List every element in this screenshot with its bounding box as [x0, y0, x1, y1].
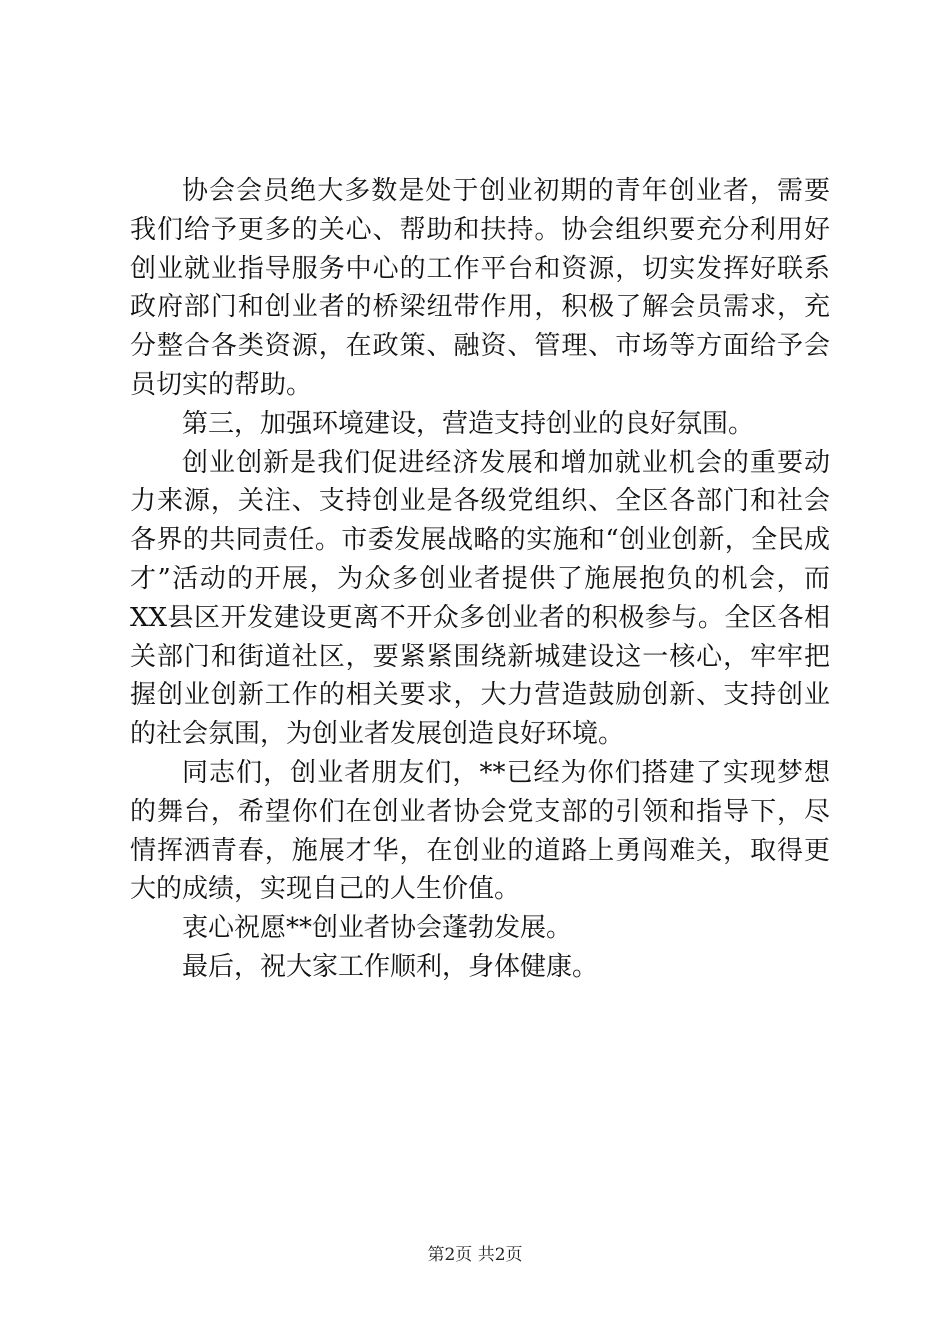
paragraph-wishes-association: 衷心祝愿**创业者协会蓬勃发展。	[182, 913, 573, 944]
paragraph-environment-building: 创业创新是我们促进经济发展和增加就业机会的重要动力来源，关注、支持创业是各级党组织、全区各部门和社会各界的共同责任。市委发展战略的实施和“创业创新，全民成才”活动的开展，为众多创业者提供了施展抱负的机会，而XX县区开发建设更离不开众多创业者的积极参与。全区各相关部门和街道社区，要紧紧围绕新城建设这一核心，牢牢把握创业创新工作的相关要求，大力营造鼓励创新、支持创业的社会氛围，为创业者发展创造良好环境。	[130, 447, 830, 750]
document-body	[130, 172, 830, 987]
page-number-footer: 第2页 共2页	[427, 1245, 523, 1265]
paragraph-address-comrades: 同志们，创业者朋友们，**已经为你们搭建了实现梦想的舞台，希望你们在创业者协会党支部的引领和指导下，尽情挥洒青春，施展才华，在创业的道路上勇闯难关，取得更大的成绩，实现自己的人生价值。	[130, 757, 830, 905]
paragraph-section-three-heading: 第三，加强环境建设，营造支持创业的良好氛围。	[182, 408, 755, 439]
paragraph-member-support: 协会会员绝大多数是处于创业初期的青年创业者，需要我们给予更多的关心、帮助和扶持。协会组织要充分利用好创业就业指导服务中心的工作平台和资源，切实发挥好联系政府部门和创业者的桥梁纽带作用，积极了解会员需求，充分整合各类资源，在政策、融资、管理、市场等方面给予会员切实的帮助。	[130, 176, 830, 400]
paragraph-closing-wishes: 最后，祝大家工作顺利，身体健康。	[182, 951, 599, 982]
